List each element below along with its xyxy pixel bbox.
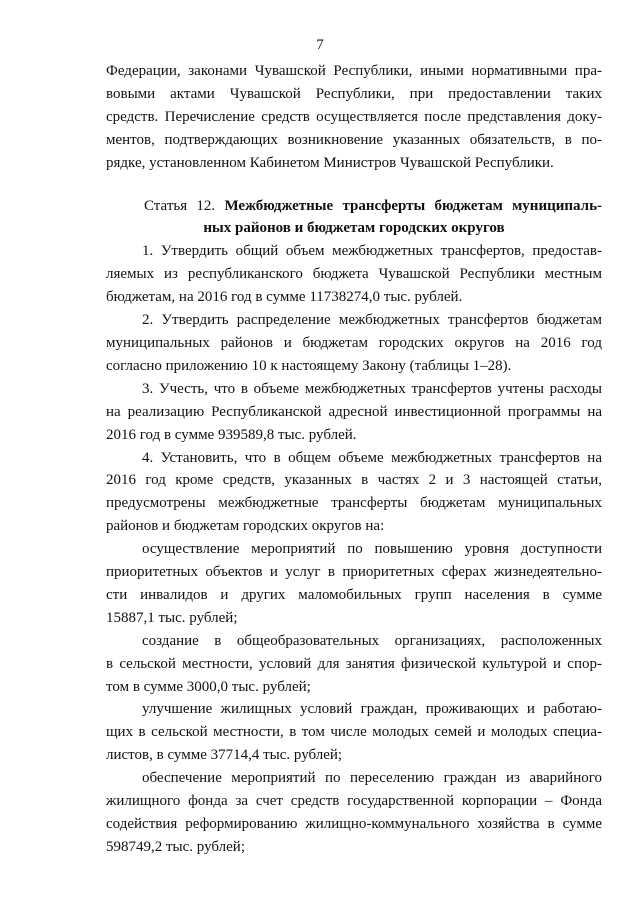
text-line: рядке, установленном Кабинетом Министров Чувашской Республики. — [106, 154, 554, 171]
text-line: на реализацию Республиканской адресной инвестиционной программы на — [106, 403, 602, 420]
text-line: улучшение жилищных условий граждан, проживающих и работаю- — [142, 701, 602, 718]
paragraph-3 — [106, 378, 602, 447]
article-label: Статья 12. — [144, 197, 216, 214]
article-title-part-1: Межбюджетные трансферты бюджетам муниципаль- — [224, 197, 602, 214]
text-line: жилищного фонда за счет средств государственной корпорации – Фонда — [106, 793, 602, 810]
text-line: 598749,2 тыс. рублей; — [106, 838, 245, 855]
article-heading — [106, 195, 602, 241]
article-title-part-2: ных районов и бюджетам городских округов — [203, 220, 505, 237]
text-line: предусмотрены межбюджетные трансферты бюджетам муниципальных — [106, 495, 602, 512]
text-line: 4. Установить, что в общем объеме межбюджетных трансфертов на — [142, 449, 602, 466]
text-line: 15887,1 тыс. рублей; — [106, 609, 238, 626]
text-line: в сельской местности, условий для занятия физической культурой и спор- — [106, 655, 602, 672]
text-line: районов и бюджетам городских округов на: — [106, 518, 385, 535]
text-line: вовыми актами Чувашской Республики, при предоставлении таких — [106, 85, 602, 102]
text-line: бюджетам, на 2016 год в сумме 11738274,0 тыс. рублей. — [106, 289, 463, 306]
paragraph-2 — [106, 309, 602, 378]
text-line: ляемых из республиканского бюджета Чувашской Республики местным — [106, 266, 602, 283]
text-line: приоритетных объектов и услуг в приоритетных сферах жизнедеятельно- — [106, 564, 602, 581]
paragraph-7 — [106, 698, 602, 767]
paragraph-6 — [106, 630, 602, 699]
text-line: муниципальных районов и бюджетам городских округов на 2016 год — [106, 334, 602, 351]
intro-paragraph — [106, 60, 602, 175]
text-line: 2016 год кроме средств, указанных в частях 2 и 3 настоящей статьи, — [106, 472, 602, 489]
text-line: согласно приложению 10 к настоящему Закону (таблицы 1–28). — [106, 357, 512, 374]
paragraph-1 — [106, 240, 602, 309]
text-line: содействия реформированию жилищно-коммунального хозяйства в сумме — [106, 816, 602, 832]
text-line: средств. Перечисление средств осуществляется после представления доку- — [106, 108, 602, 125]
page-number: 7 — [316, 37, 324, 53]
spacer — [106, 175, 602, 195]
text-line: 1. Утвердить общий объем межбюджетных трансфертов, предостав- — [142, 243, 602, 260]
text-line: сти инвалидов и других маломобильных групп населения в сумме — [106, 586, 602, 603]
text-line: щих в сельской местности, в том числе молодых семей и молодых специа- — [106, 724, 602, 741]
text-line: создание в общеобразовательных организациях, расположенных — [142, 632, 602, 649]
document-body — [106, 60, 602, 859]
text-line: 2016 год в сумме 939589,8 тыс. рублей. — [106, 426, 357, 443]
text-line: осуществление мероприятий по повышению уровня доступности — [142, 541, 602, 558]
text-line: 3. Учесть, что в объеме межбюджетных трансфертов учтены расходы — [142, 380, 602, 397]
paragraph-4 — [106, 447, 602, 539]
text-line: 2. Утвердить распределение межбюджетных трансфертов бюджетам — [142, 312, 602, 329]
paragraph-8 — [106, 767, 602, 859]
article-heading-line — [106, 195, 602, 218]
text-line: том в сумме 3000,0 тыс. рублей; — [106, 678, 311, 695]
text-line: Федерации, законами Чувашской Республики, иными нормативными пра- — [106, 63, 602, 79]
text-line: обеспечение мероприятий по переселению граждан из аварийного — [142, 770, 602, 787]
text-line: ментов, подтверждающих возникновение указанных обязательств, в по- — [106, 131, 602, 148]
paragraph-5 — [106, 538, 602, 630]
text-line: листов, в сумме 37714,4 тыс. рублей; — [106, 747, 343, 764]
